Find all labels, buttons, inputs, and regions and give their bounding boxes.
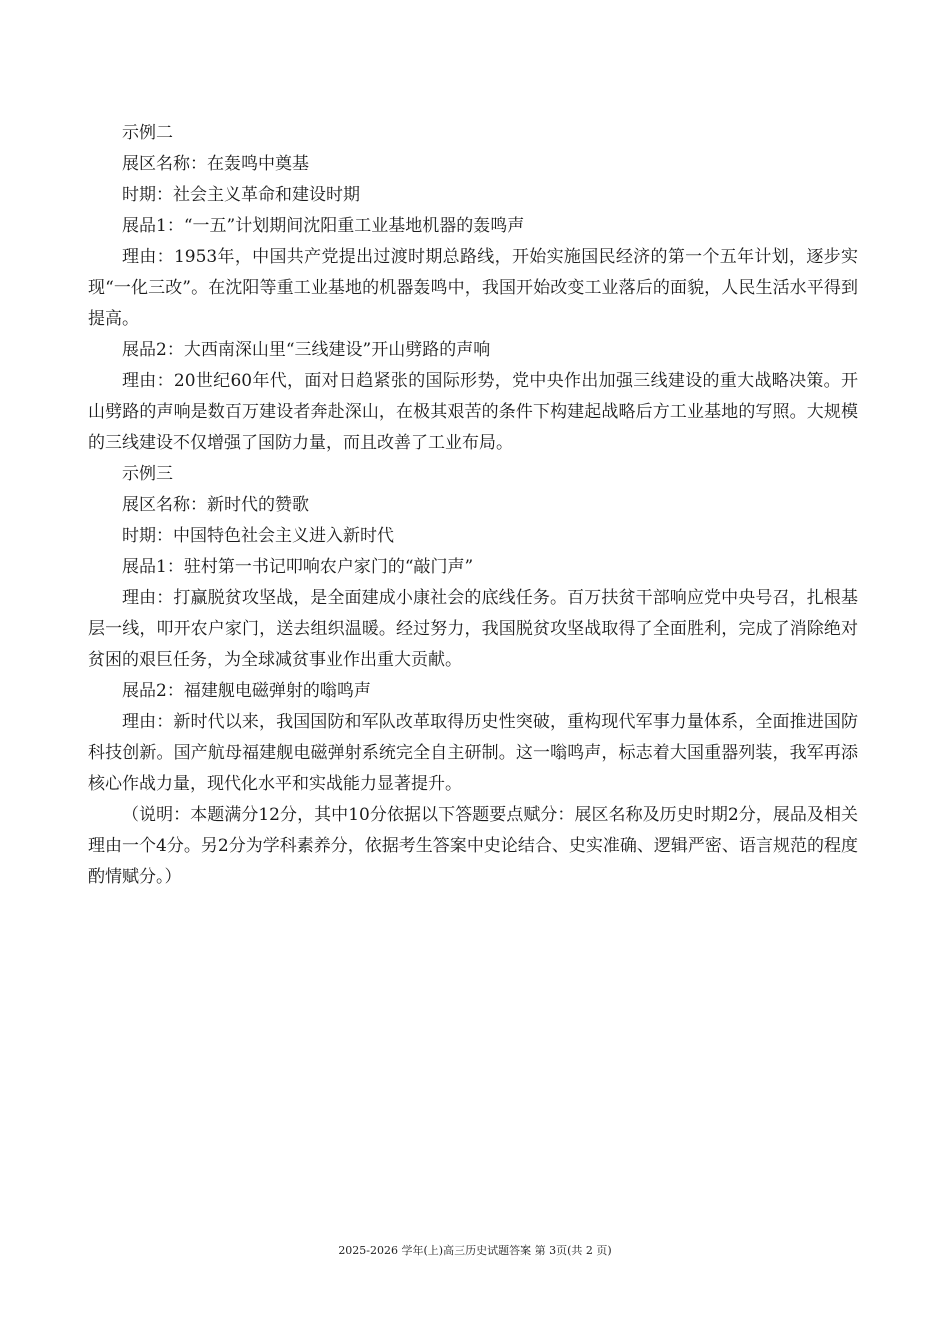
page-footer: 2025-2026 学年(上)高三历史试题答案 第 3页(共 2 页) — [338, 1244, 612, 1257]
exhibit-item: 展品1：驻村第一书记叩响农户家门的“敲门声” — [122, 557, 474, 577]
exhibit-area-name: 展区名称：在轰鸣中奠基 — [122, 154, 309, 174]
period-line: 时期：中国特色社会主义进入新时代 — [122, 526, 394, 546]
example-heading: 示例三 — [122, 464, 173, 484]
example-heading: 示例二 — [122, 123, 173, 143]
exhibit-item: 展品2：大西南深山里“三线建设”开山劈路的声响 — [122, 340, 491, 360]
exhibit-item: 展品2：福建舰电磁弹射的嗡鸣声 — [122, 681, 371, 701]
reason-paragraph: 理由：20世纪60年代，面对日趋紧张的国际形势，党中央作出加强三线建设的重大战略决策。开山劈路的声响是数百万建设者奔赴深山，在极其艰苦的条件下构建起战略后方工业基地的写照。大规模的三线建设不仅增强了国防力量，而且改善了工业布局。 — [88, 371, 858, 453]
reason-paragraph: 理由：打赢脱贫攻坚战，是全面建成小康社会的底线任务。百万扶贫干部响应党中央号召，扎根基层一线，叩开农户家门，送去组织温暖。经过努力，我国脱贫攻坚战取得了全面胜利，完成了消除绝对贫困的艰巨任务，为全球减贫事业作出重大贡献。 — [88, 588, 858, 670]
exhibit-item: 展品1：“一五”计划期间沈阳重工业基地机器的轰鸣声 — [122, 216, 525, 236]
scoring-note: （说明：本题满分12分，其中10分依据以下答题要点赋分：展区名称及历史时期2分，展品及相关理由一个4分。另2分为学科素养分，依据考生答案中史论结合、史实准确、逻辑严密、语言规范的程度酌情赋分。） — [88, 805, 858, 887]
reason-paragraph: 理由：新时代以来，我国国防和军队改革取得历史性突破，重构现代军事力量体系，全面推进国防科技创新。国产航母福建舰电磁弹射系统完全自主研制。这一嗡鸣声，标志着大国重器列装，我军再添核心作战力量，现代化水平和实战能力显著提升。 — [88, 712, 858, 794]
answer-body — [88, 118, 858, 893]
period-line: 时期：社会主义革命和建设时期 — [122, 185, 360, 205]
exhibit-area-name: 展区名称：新时代的赞歌 — [122, 495, 309, 515]
reason-paragraph: 理由：1953年，中国共产党提出过渡时期总路线，开始实施国民经济的第一个五年计划，逐步实现“一化三改”。在沈阳等重工业基地的机器轰鸣中，我国开始改变工业落后的面貌，人民生活水平得到提高。 — [88, 247, 858, 329]
